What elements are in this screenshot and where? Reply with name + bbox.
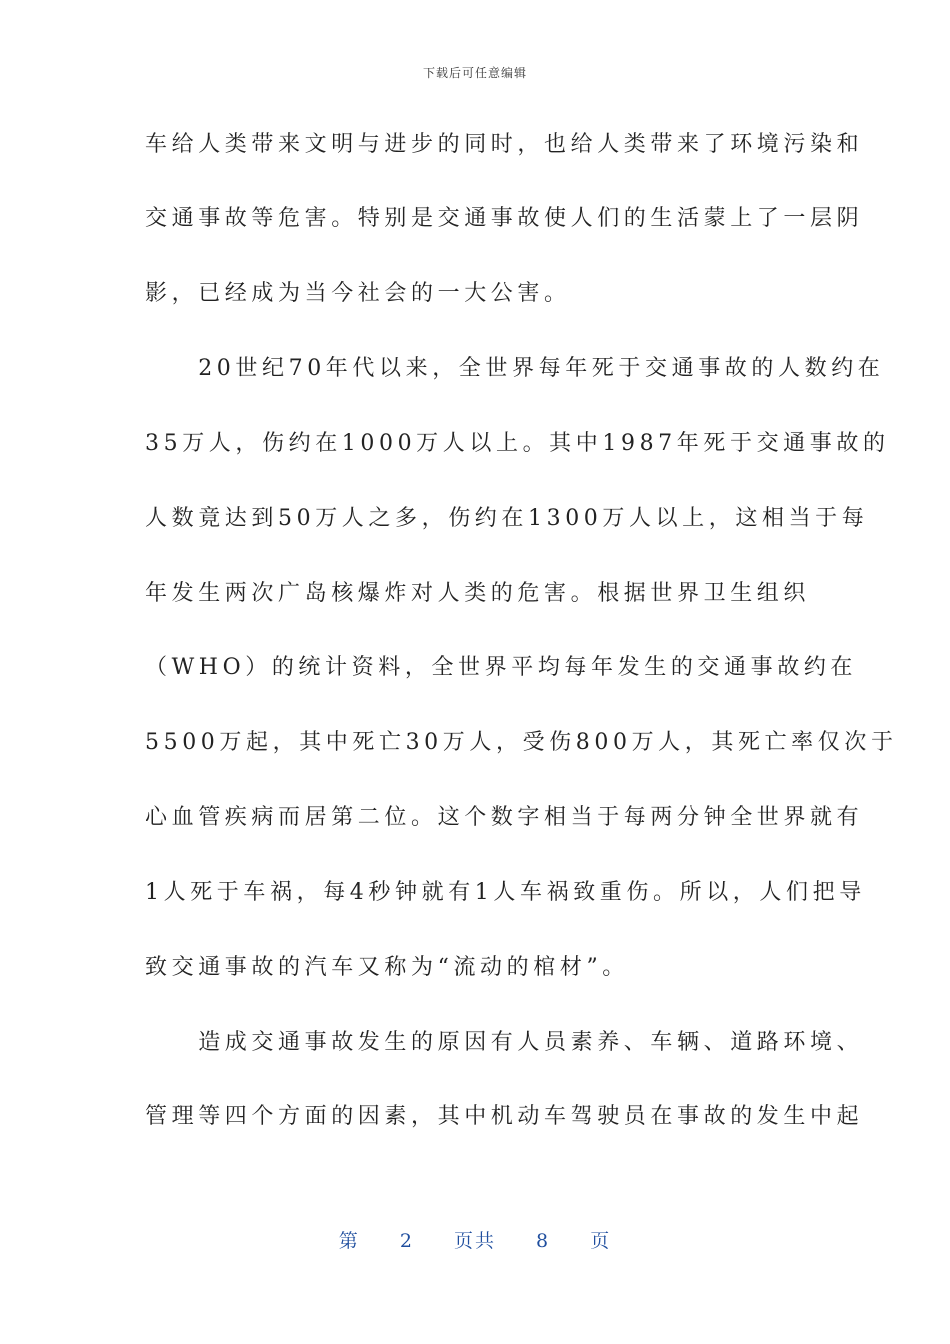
body-line-6: 人数竟达到50万人之多，伤约在1300万人以上，这相当于每	[145, 506, 869, 531]
page-footer	[0, 1226, 950, 1253]
body-line-8: （WHO）的统计资料，全世界平均每年发生的交通事故约在	[145, 655, 858, 680]
body-line-5: 35万人，伤约在1000万人以上。其中1987年死于交通事故的	[145, 431, 890, 456]
body-line-2: 交通事故等危害。特别是交通事故使人们的生活蒙上了一层阴	[145, 206, 864, 231]
body-line-1: 车给人类带来文明与进步的同时，也给人类带来了环境污染和	[145, 132, 864, 157]
page-footer-suffix: 页	[590, 1230, 612, 1252]
total-pages-number: 8	[536, 1230, 551, 1252]
page-footer-middle: 页共	[453, 1230, 496, 1252]
body-line-13: 造成交通事故发生的原因有人员素养、车辆、道路环境、	[145, 1030, 864, 1055]
body-line-3: 影，已经成为当今社会的一大公害。	[145, 281, 571, 306]
body-line-12: 致交通事故的汽车又称为“流动的棺材”。	[145, 955, 629, 980]
current-page-number: 2	[399, 1230, 414, 1252]
body-line-9: 5500万起，其中死亡30万人，受伤800万人，其死亡率仅次于	[145, 730, 898, 755]
body-line-7: 年发生两次广岛核爆炸对人类的危害。根据世界卫生组织	[145, 581, 811, 606]
page-header: 下载后可任意编辑	[422, 66, 527, 80]
body-line-10: 心血管疾病而居第二位。这个数字相当于每两分钟全世界就有	[145, 805, 864, 830]
body-line-14: 管理等四个方面的因素，其中机动车驾驶员在事故的发生中起	[145, 1104, 864, 1129]
page-footer-prefix: 第	[338, 1230, 360, 1252]
body-line-4: 20世纪70年代以来，全世界每年死于交通事故的人数约在	[145, 356, 885, 381]
body-line-11: 1人死于车祸，每4秒钟就有1人车祸致重伤。所以，人们把导	[145, 880, 866, 905]
